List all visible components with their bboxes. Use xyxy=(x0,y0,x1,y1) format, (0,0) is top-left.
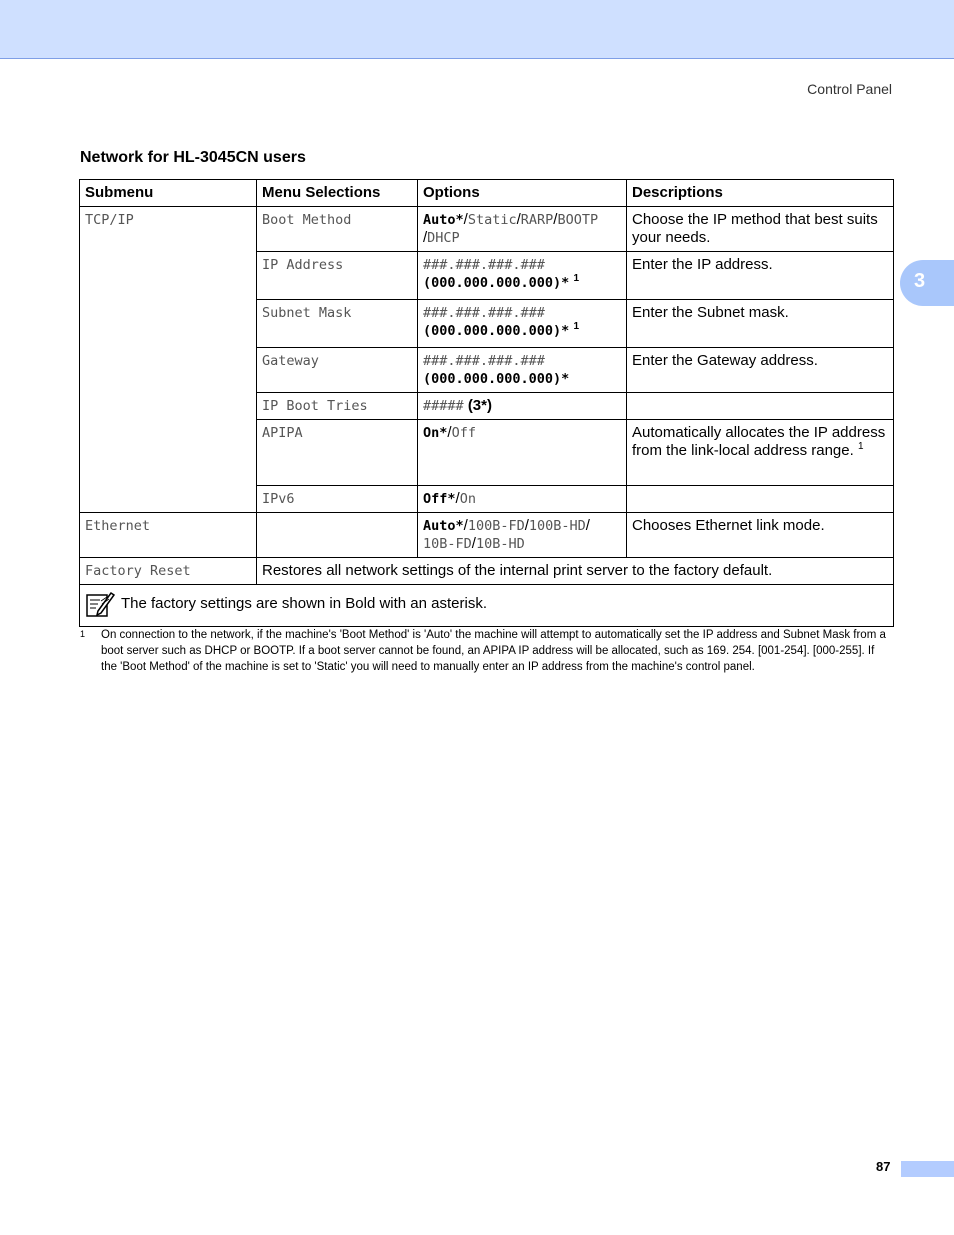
description-cell: Choose the IP method that best suits your needs. xyxy=(627,207,894,252)
menu-cell xyxy=(257,348,418,393)
section-title: Network for HL-3045CN users xyxy=(80,149,306,166)
note-pencil-icon xyxy=(85,589,115,619)
options-cell xyxy=(418,300,627,348)
option-rarp: RARP xyxy=(520,212,554,228)
table-header-row xyxy=(80,180,894,207)
option-ip-pattern: ###.###.###.### xyxy=(423,257,545,273)
option-subnet-pattern: ###.###.###.### xyxy=(423,305,545,321)
option-subnet-default: (000.000.000.000)* xyxy=(423,323,570,339)
option-static: Static xyxy=(467,212,517,228)
option-separator: / xyxy=(463,211,468,228)
submenu-tcpip: TCP/IP xyxy=(85,212,134,228)
menu-gateway: Gateway xyxy=(262,353,319,369)
description-cell: Restores all network settings of the internal print server to the factory default. xyxy=(257,558,894,585)
footnote-ref: 1 xyxy=(857,441,864,452)
option-auto: Auto* xyxy=(423,518,464,534)
option-off: Off* xyxy=(423,491,456,507)
header-menu-selections: Menu Selections xyxy=(257,180,418,207)
option-dhcp: DHCP xyxy=(427,230,460,246)
option-on: On* xyxy=(423,425,448,441)
header-section-title: Control Panel xyxy=(807,81,892,97)
menu-cell xyxy=(257,207,418,252)
footnote-ref: 1 xyxy=(573,273,580,284)
description-cell: Enter the Gateway address. xyxy=(627,348,894,393)
option-separator: / xyxy=(471,535,476,552)
option-gateway-default: (000.000.000.000)* xyxy=(423,371,570,387)
note-row xyxy=(80,585,894,627)
description-cell: Enter the IP address. xyxy=(627,252,894,300)
description-cell: Enter the Subnet mask. xyxy=(627,300,894,348)
option-separator: / xyxy=(585,517,590,534)
menu-cell xyxy=(257,300,418,348)
option-separator: / xyxy=(553,211,558,228)
option-tries-pattern: ##### xyxy=(423,398,464,414)
menu-cell xyxy=(257,420,418,486)
options-cell xyxy=(418,393,627,420)
menu-subnet-mask: Subnet Mask xyxy=(262,305,352,321)
option-10b-hd: 10B-HD xyxy=(475,536,525,552)
option-separator: / xyxy=(447,424,452,441)
footnote-number: 1 xyxy=(80,629,86,639)
submenu-factory-reset: Factory Reset xyxy=(85,563,191,579)
options-cell xyxy=(418,207,627,252)
note-cell xyxy=(80,585,894,627)
option-10b-fd: 10B-FD xyxy=(423,536,472,552)
option-separator: / xyxy=(516,211,521,228)
option-separator: / xyxy=(463,517,468,534)
menu-cell xyxy=(257,393,418,420)
menu-apipa: APIPA xyxy=(262,425,303,441)
page-header-bar xyxy=(0,0,954,59)
footnote-text: On connection to the network, if the machine's 'Boot Method' is 'Auto' the machine will attempt to automatically set the IP address and Subnet Mask from a boot server such as DHCP or BOOTP. If a boot server cannot be found, an APIPA IP address will be allocated, such as 169. 254. [001-254]. [000-255]. If the 'Boot Method' of the machine is set to 'Static' you will need to manually enter an IP address from the machine's control panel. xyxy=(101,629,886,673)
option-gateway-pattern: ###.###.###.### xyxy=(423,353,545,369)
description-cell xyxy=(627,486,894,513)
description-cell: Chooses Ethernet link mode. xyxy=(627,513,894,558)
page-number-bar xyxy=(901,1161,954,1177)
option-bootp: BOOTP xyxy=(557,212,599,228)
description-cell xyxy=(627,420,894,486)
header-options: Options xyxy=(418,180,627,207)
submenu-ethernet: Ethernet xyxy=(85,518,151,534)
chapter-number: 3 xyxy=(914,270,926,292)
menu-cell xyxy=(257,252,418,300)
note-text: The factory settings are shown in Bold with an asterisk. xyxy=(121,594,488,612)
options-cell xyxy=(418,420,627,486)
apipa-description: Automatically allocates the IP address from the link-local address range. xyxy=(632,424,886,459)
options-cell xyxy=(418,348,627,393)
menu-ip-boot-tries: IP Boot Tries xyxy=(262,398,368,414)
options-cell xyxy=(418,486,627,513)
header-submenu: Submenu xyxy=(80,180,257,207)
option-100b-hd: 100B-HD xyxy=(528,518,586,534)
settings-table xyxy=(79,179,894,627)
option-auto: Auto* xyxy=(423,212,464,228)
table-row xyxy=(80,558,894,585)
menu-ip-address: IP Address xyxy=(262,257,344,273)
menu-cell xyxy=(257,486,418,513)
options-cell xyxy=(418,513,627,558)
chapter-tab xyxy=(900,260,954,306)
menu-cell xyxy=(257,513,418,558)
description-cell xyxy=(627,393,894,420)
table-row xyxy=(80,207,894,252)
option-on: On xyxy=(459,491,476,507)
submenu-cell xyxy=(80,558,257,585)
table-row xyxy=(80,513,894,558)
menu-boot-method: Boot Method xyxy=(262,212,352,228)
option-separator: / xyxy=(455,490,460,507)
page-number: 87 xyxy=(876,1159,891,1174)
options-cell xyxy=(418,252,627,300)
header-descriptions: Descriptions xyxy=(627,180,894,207)
submenu-cell xyxy=(80,207,257,513)
option-separator: / xyxy=(423,229,428,246)
option-tries-default: (3*) xyxy=(467,397,492,414)
option-off: Off xyxy=(451,425,476,441)
option-ip-default: (000.000.000.000)* xyxy=(423,275,570,291)
submenu-cell xyxy=(80,513,257,558)
menu-ipv6: IPv6 xyxy=(262,491,295,507)
option-separator: / xyxy=(524,517,529,534)
footnote-ref: 1 xyxy=(573,321,580,332)
option-100b-fd: 100B-FD xyxy=(467,518,525,534)
